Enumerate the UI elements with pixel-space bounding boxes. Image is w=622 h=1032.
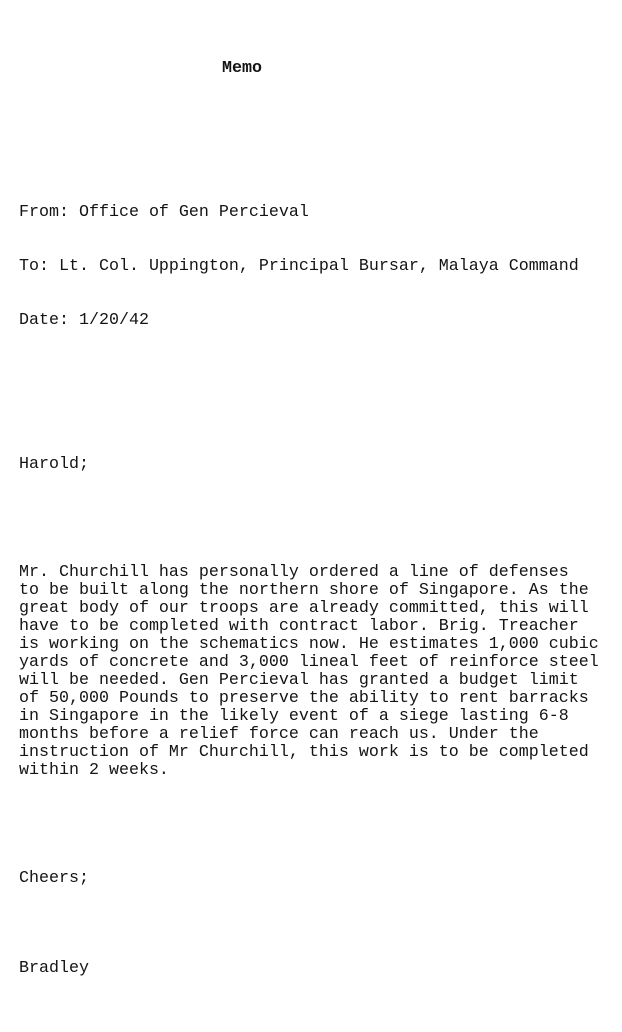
memo-closing: Cheers; bbox=[19, 869, 89, 888]
memo-body: Mr. Churchill has personally ordered a line of defenses to be built along the northern shore of Singapore. As the great body of our troops are already committed, this will have to be completed with contract labor. Brig. Treacher is working on the schematics now. He estimates 1,000 cubic yards of concrete and 3,000 lineal feet of reinforce steel will be needed. Gen Percieval has granted a budget limit of 50,000 Pounds to preserve the ability to rent barracks in Singapore in the likely event of a siege lasting 6-8 months before a relief force can reach us. Under the instruction of Mr Churchill, this work is to be completed within 2 weeks. bbox=[19, 563, 599, 780]
memo-header bbox=[19, 168, 622, 366]
memo-signature: Bradley bbox=[19, 959, 89, 978]
memo-salutation: Harold; bbox=[19, 455, 89, 474]
memo-title: Memo bbox=[222, 59, 262, 78]
memo-from-line: From: Office of Gen Percieval bbox=[19, 203, 309, 222]
memo-date-line: Date: 1/20/42 bbox=[19, 311, 149, 330]
memo-to-line: To: Lt. Col. Uppington, Principal Bursar, Malaya Command bbox=[19, 257, 579, 276]
